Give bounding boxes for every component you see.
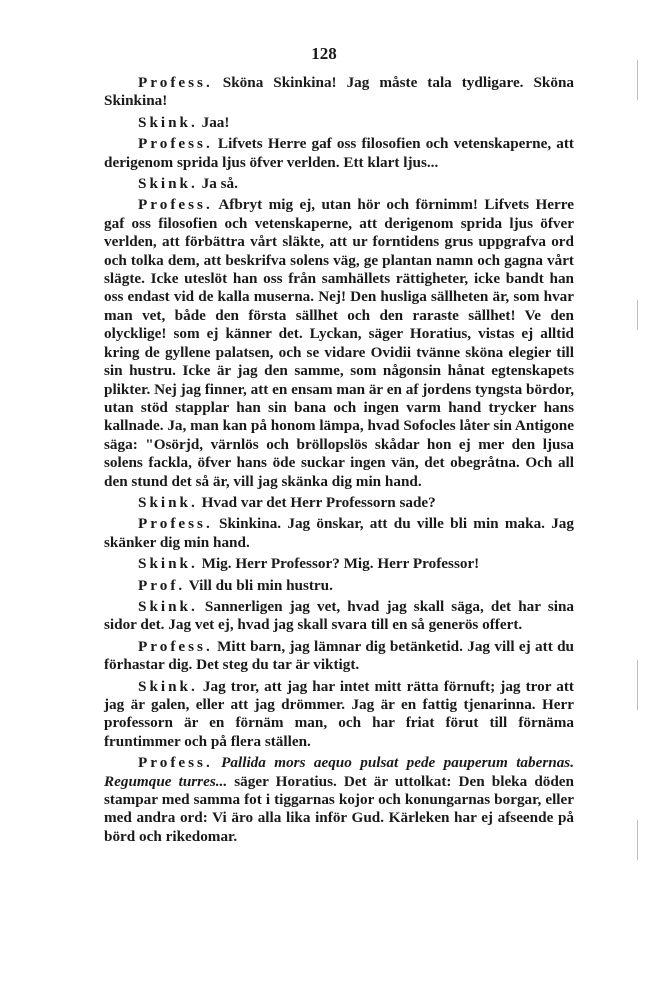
speech-text: Lifvets Herre gaf oss filosofien och vetenskaperne, att derigenom sprida ljus öfver verlden. Ett klart ljus... bbox=[104, 135, 574, 171]
speech-text: Ja så. bbox=[197, 175, 238, 193]
paragraph bbox=[104, 515, 574, 552]
speech-text: Sannerligen jag vet, hvad jag skall säga, det har sina sidor det. Jag vet ej, hvad jag skall svara till en så generös offert. bbox=[104, 597, 574, 634]
speech-text: Mitt barn, jag lämnar dig betänketid. Jag vill ej att du förhastar dig. Det steg du tar är viktigt. bbox=[104, 637, 574, 674]
scan-edge-mark bbox=[637, 300, 638, 330]
speech-text bbox=[213, 754, 221, 771]
speech-text: Sköna Skinkina! Jag måste tala tydligare. Sköna Skinkina! bbox=[104, 74, 574, 110]
speaker-name: Skink. bbox=[138, 677, 198, 695]
speaker-name: Profess. bbox=[138, 754, 213, 772]
paragraph bbox=[104, 74, 574, 111]
page-body bbox=[104, 74, 574, 849]
paragraph bbox=[104, 678, 574, 752]
speech-text: Hvad var det Herr Professorn sade? bbox=[197, 493, 436, 511]
paragraph bbox=[104, 555, 574, 573]
speech-text: Jaa! bbox=[197, 113, 230, 131]
speaker-name: Skink. bbox=[138, 493, 198, 511]
paragraph bbox=[104, 577, 574, 595]
speech-text: Jag tror, att jag har intet mitt rätta förnuft; jag tror att jag är galen, eller att jag drömmer. Jag är en fattig tjenarinna. Herr professorn är en förnäm man, och har friat förut till förnäma fruntimmer och på flera ställen. bbox=[104, 677, 574, 750]
speaker-name: Skink. bbox=[138, 113, 198, 131]
paragraph bbox=[104, 598, 574, 635]
speaker-name: Skink. bbox=[138, 555, 198, 573]
scan-edge-mark bbox=[637, 660, 638, 710]
speaker-name: Profess. bbox=[138, 74, 213, 91]
paragraph bbox=[104, 114, 574, 132]
latin-quote: Pallida mors aequo pulsat pede pauperum tabernas. Regumque turres... bbox=[104, 754, 574, 790]
page-number: 128 bbox=[311, 44, 337, 63]
speaker-name: Profess. bbox=[138, 196, 213, 214]
speech-text: Vill du bli min hustru. bbox=[185, 576, 333, 594]
paragraph bbox=[104, 638, 574, 675]
speaker-name: Skink. bbox=[138, 597, 198, 615]
paragraph bbox=[104, 175, 574, 193]
paragraph bbox=[104, 754, 574, 846]
speaker-name: Profess. bbox=[138, 135, 213, 153]
scan-edge-mark bbox=[637, 60, 638, 100]
scan-edge-mark bbox=[637, 820, 638, 860]
paragraph bbox=[104, 494, 574, 512]
speaker-name: Profess. bbox=[138, 515, 213, 533]
speaker-name: Skink. bbox=[138, 175, 198, 193]
speaker-name: Profess. bbox=[138, 637, 213, 655]
speech-text: Skinkina. Jag önskar, att du ville bli min maka. Jag skänker dig min hand. bbox=[104, 515, 574, 551]
speech-text: Afbryt mig ej, utan hör och förnimm! Lifvets Herre gaf oss filosofien och vetenskaperne, att derigenom sprida ljus öfver verlden, att förbättra vårt släkte, att ur forntidens grus uppgrafva ord och tolka dem, att beskrifva solens väg, ge plantan namn och gagna vårt slägte. Icke uteslöt han oss från samhällets rättigheter, icke bandt han oss endast vid de kalla muserna. Nej! Den husliga sällheten är, som hvar man vet, både den första sällhet och den raraste sällhet! Ve den olycklige! som ej känner det. Lyckan, säger Horatius, vistas ej alltid kring de gyllene palatsen, och se vidare Ovidii tvänne sköna elegier till sin hustru. Icke är jag den samme, som någonsin hånat egtenskapets plikter. Nej jag finner, att en ensam man är en af jordens tyngsta bördor, utan stöd stapplar han sin bana och ingen varm hand trycker hans kallnade. Ja, man kan på honom lämpa, hvad Sofocles låter sin Antigone säga: "Osörjd, värnlös och bröllopslös skådar hon ej mer den ljusa solens fackla, öfver hans öde suckar ingen vän, det obegråtna. Och all den stund det så är, vill jag skänka dig min hand. bbox=[104, 196, 574, 490]
paragraph bbox=[104, 196, 574, 491]
paragraph bbox=[104, 135, 574, 172]
speech-text: Mig. Herr Professor? Mig. Herr Professor! bbox=[197, 555, 480, 573]
speaker-name: Prof. bbox=[138, 576, 186, 594]
speech-text-continued: säger Horatius. Det är uttolkat: Den bleka döden stampar med samma fot i tiggarnas kojor och konungarnas borgar, eller med andra ord: Vi äro alla lika inför Gud. Kärleken har ej afseende på börd och rikedomar. bbox=[104, 772, 574, 845]
